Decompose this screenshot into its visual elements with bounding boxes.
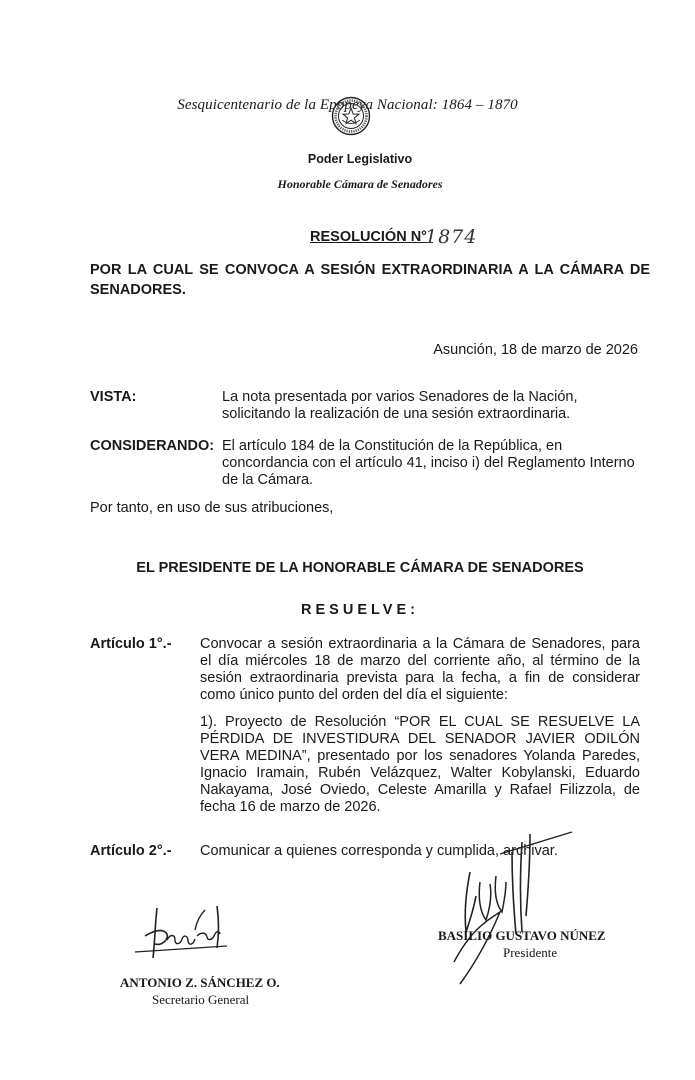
place-date: Asunción, 18 de marzo de 2026 [433,342,638,358]
president-name: BASILIO GUSTAVO NÚNEZ [438,928,606,943]
secretary-name: ANTONIO Z. SÁNCHEZ O. [120,975,280,990]
vista-label: VISTA: [90,389,137,405]
motto-line: Sesquicentenario de la Epopeya Nacional: 1864 – 1870 [177,97,518,113]
legislative-branch: Poder Legislativo [307,152,413,166]
considerando-label: CONSIDERANDO: [90,438,215,454]
vista-text: La nota presentada por varios Senadores de la Nación, solicitando la realización de una sesión extraordinaria. [222,389,578,422]
resolution-title: RESOLUCIÓN N° [310,229,427,245]
chamber-name: Honorable Cámara de Senadores [277,177,443,191]
republic-seal-icon [331,96,371,136]
resolution-number: 1874 [425,226,478,248]
article-1-text: Convocar a sesión extraordinaria a la Cámara de Senadores, para el día miércoles 18 de marzo del corriente año, al término de la sesión extraordinaria prevista para la fecha, a fin de considerar como único punto del orden del día el siguiente: [200,636,640,703]
article-1-label: Artículo 1°.- [90,636,172,652]
resuelve-heading: RESUELVE: [301,602,419,618]
por-tanto: Por tanto, en uso de sus atribuciones, [90,500,334,516]
considerando-text: El artículo 184 de la Constitución de la República, en concordancia con el artículo 41, inciso i) del Reglamento Interno de la Cámara. [222,438,635,488]
resolution-subject: POR LA CUAL SE CONVOCA A SESIÓN EXTRAORDINARIA A LA CÁMARA DE SENADORES. [90,262,650,298]
president-signature [430,812,580,992]
article-2-label: Artículo 2°.- [90,843,172,859]
president-role: Presidente [503,945,558,960]
authority-heading: EL PRESIDENTE DE LA HONORABLE CÁMARA DE SENADORES [136,560,584,576]
article-1-item: 1). Proyecto de Resolución “POR EL CUAL SE RESUELVE LA PÉRDIDA DE INVESTIDURA DEL SENADOR JAVIER ODILÓN VERA MEDINA”, presentado por los senadores Yolanda Paredes, Ignacio Iramain, Rubén Velázquez, Walter Kobylanski, Eduardo Nakayama, José Oviedo, Celeste Amarilla y Rafael Filizzola, de fecha 16 de marzo de 2026. [200,714,640,815]
secretary-role: Secretario General [152,992,250,1007]
secretary-signature [125,900,235,970]
article-2-text: Comunicar a quienes corresponda y cumplida, archivar. [200,843,558,859]
